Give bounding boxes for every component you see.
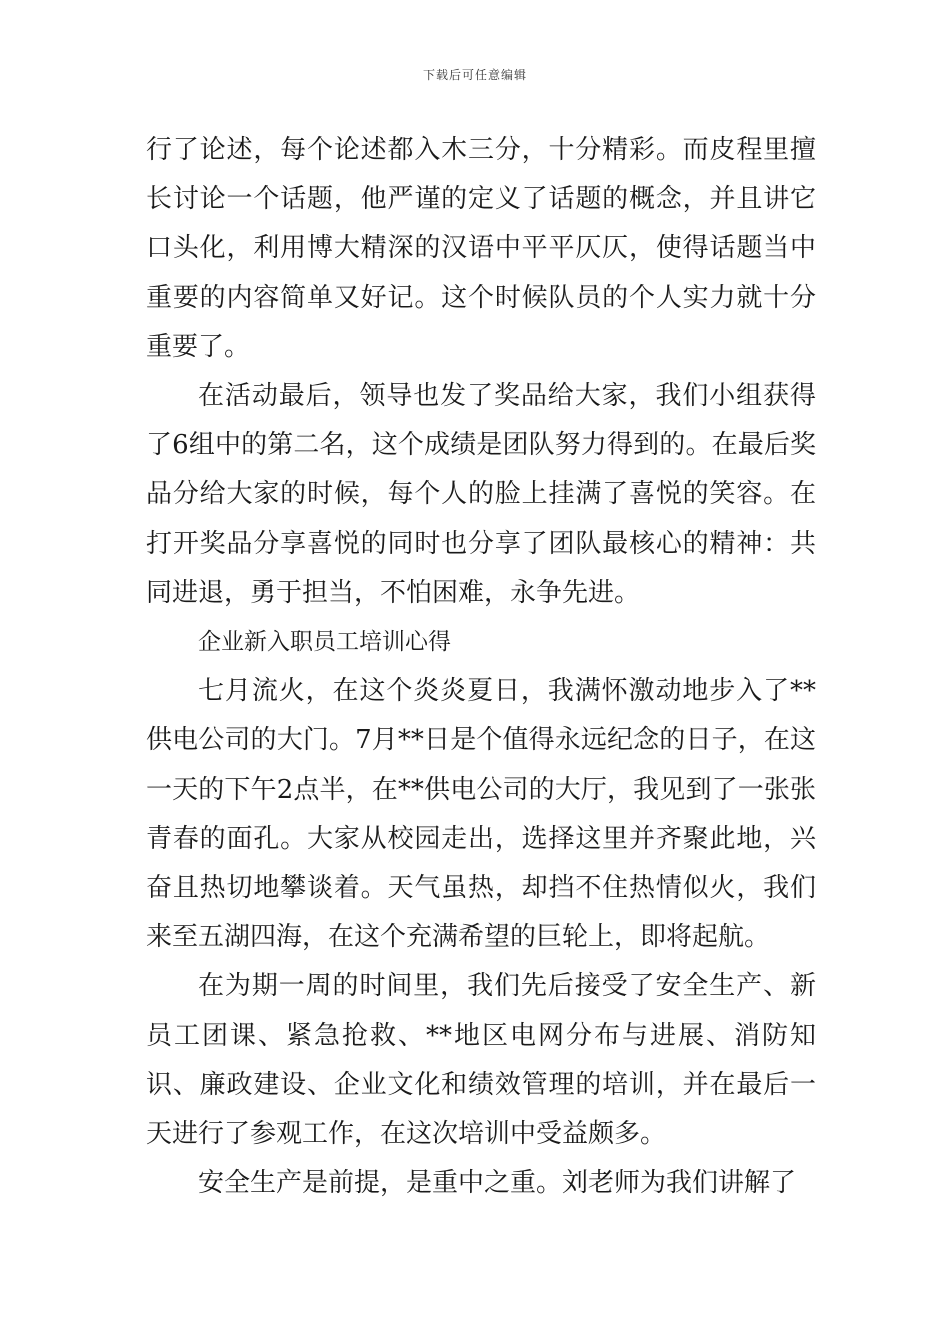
paragraph-training-week: 在为期一周的时间里，我们先后接受了安全生产、新员工团课、紧急抢救、**地区电网分布与进展、消防知识、廉政建设、企业文化和绩效管理的培训，并在最后一天进行了参观工作，在这次培训中受益颇多。 <box>146 971 816 1150</box>
paragraph-safety: 安全生产是前提，是重中之重。刘老师为我们讲解了 <box>198 1168 797 1199</box>
paragraph-july-arrival: 七月流火，在这个炎炎夏日，我满怀激动地步入了**供电公司的大门。7月**日是个值得永远纪念的日子，在这一天的下午2点半，在**供电公司的大厅，我见到了一张张青春的面孔。大家从校园走出，选择这里并齐聚此地，兴奋且热切地攀谈着。天气虽热，却挡不住热情似火，我们来至五湖四海，在这个充满希望的巨轮上，即将起航。 <box>146 676 816 953</box>
header-note: 下载后可任意编辑 <box>422 68 527 82</box>
section-heading: 企业新入职员工培训心得 <box>198 629 451 656</box>
paragraph-activity-result: 在活动最后，领导也发了奖品给大家，我们小组获得了6组中的第二名，这个成绩是团队努力得到的。在最后奖品分给大家的时候，每个人的脸上挂满了喜悦的笑容。在打开奖品分享喜悦的同时也分享了团队最核心的精神：共同进退，勇于担当，不怕困难，永争先进。 <box>146 381 816 608</box>
document-body <box>146 126 816 1208</box>
paragraph-continuation: 行了论述，每个论述都入木三分，十分精彩。而皮程里擅长讨论一个话题，他严谨的定义了话题的概念，并且讲它口头化，利用博大精深的汉语中平平仄仄，使得话题当中重要的内容简单又好记。这个时候队员的个人实力就十分重要了。 <box>146 135 816 362</box>
